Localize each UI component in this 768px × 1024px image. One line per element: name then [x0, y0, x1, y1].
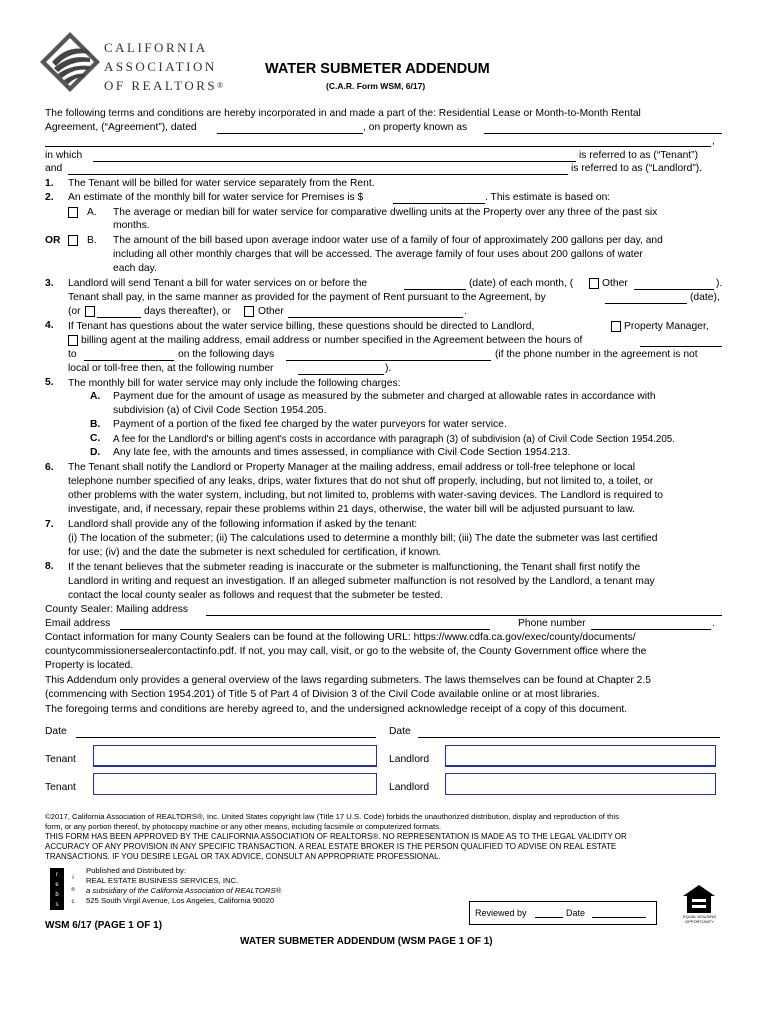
landlord-date-field[interactable]: [418, 737, 720, 738]
property-manager-checkbox[interactable]: [611, 321, 621, 332]
p3-line3d: .: [464, 306, 467, 317]
p5-c-line1: A fee for the Landlord's or billing agent's costs in accordance with paragraph (3) of subdivision (a) of Civil Code Section 1954.205.: [113, 434, 675, 445]
landlord-label-1: Landlord: [389, 754, 430, 765]
p3-number: 3.: [45, 278, 54, 289]
p8-line1: If the tenant believes that the submeter reading is inaccurate or the submeter is malfunctioning, the Tenant shall first notify the: [68, 562, 641, 573]
p8-line3: contact the local county sealer as follows and request that the submeter be tested.: [68, 590, 443, 601]
p3-line1a: Landlord will send Tenant a bill for water services on or before the: [68, 278, 368, 289]
tenant-signature-2[interactable]: [93, 773, 377, 795]
legal-line4: ACCURACY OF ANY PROVISION IN ANY SPECIFIC TRANSACTION. A REAL ESTATE BROKER IS THE PERSON QUALIFIED TO ADVISE ON REAL ESTATE: [45, 842, 617, 851]
intro-line1: The following terms and conditions are hereby incorporated in and made a part of the: Residential Lease or Month-to-Month Rental: [45, 108, 641, 119]
p5-intro: The monthly bill for water service may only include the following charges:: [68, 378, 401, 389]
legal-line3: THIS FORM HAS BEEN APPROVED BY THE CALIFORNIA ASSOCIATION OF REALTORS®. NO REPRESENTATION IS MADE AS TO THE LEGAL VALIDITY OR: [45, 832, 627, 841]
p3-line2b: (date),: [690, 292, 720, 303]
p1-number: 1.: [45, 178, 54, 189]
publisher-line2: REAL ESTATE BUSINESS SERVICES, INC.: [86, 876, 239, 885]
legal-line5: TRANSACTIONS. IF YOU DESIRE LEGAL OR TAX ADVICE, CONSULT AN APPROPRIATE PROFESSIONAL.: [45, 852, 441, 861]
p4-line3a: to: [68, 349, 77, 360]
p5-a-line1: Payment due for the amount of usage as measured by the submeter and charged at allowable rates in accordance with: [113, 391, 656, 402]
p2-b-line2: including all other monthly charges that will be accessed. The average family of four uses about 200 gallons of water: [113, 249, 643, 260]
intro-in-which: in which: [45, 150, 83, 161]
days-field[interactable]: [286, 360, 491, 361]
form-subtitle: (C.A.R. Form WSM, 6/17): [326, 81, 426, 91]
p7-number: 7.: [45, 519, 54, 530]
footer-form-id: WSM 6/17 (PAGE 1 OF 1): [45, 920, 163, 931]
p8-line2: Landlord in writing and request an investigation. If an alleged submeter malfunction is not resolved by the Landlord, a tenant may: [68, 576, 655, 587]
p4-line1a: If Tenant has questions about the water service billing, these questions should be directed to Landlord,: [68, 321, 535, 332]
p5-a-label: A.: [90, 391, 101, 402]
rebs-letter: s: [55, 902, 59, 908]
legal-line1: ©2017, California Association of REALTORS®, Inc. United States copyright law (Title 17 U.S. Code) forbids the unauthorized distribution, display and reproduction of this: [45, 812, 619, 821]
landlord-label-2: Landlord: [389, 782, 430, 793]
p7-line1: Landlord shall provide any of the following information if asked by the tenant:: [68, 519, 418, 530]
equal-housing-line2: OPPORTUNITY: [685, 919, 714, 924]
foregoing-line: The foregoing terms and conditions are hereby agreed to, and the undersigned acknowledge receipt of a copy of this document.: [45, 704, 628, 715]
p2-b-line3: each day.: [113, 263, 157, 274]
review-date-label: Date: [566, 908, 586, 918]
county-phone-field[interactable]: [591, 629, 711, 630]
p5-d-label: D.: [90, 447, 101, 458]
dated-field[interactable]: [217, 133, 363, 134]
p2-number: 2.: [45, 192, 54, 203]
p2-or: OR: [45, 235, 61, 246]
p2-a-line2: months.: [113, 220, 150, 231]
p4-line4a: local or toll-free then, at the following number: [68, 363, 274, 374]
p3-line3b: days thereafter), or: [144, 306, 231, 317]
publisher-line1: Published and Distributed by:: [86, 866, 186, 875]
intro-tenant-ref: is referred to as (“Tenant”): [579, 150, 699, 161]
equal-housing-icon: [682, 884, 716, 914]
org-name-line1: CALIFORNIA: [104, 40, 208, 55]
reviewed-by-field[interactable]: [535, 917, 563, 918]
intro-landlord-ref: is referred to as (“Landlord”).: [571, 163, 703, 174]
rebs-letter: c: [71, 899, 75, 905]
phone-label: Phone number: [518, 618, 586, 629]
p6-line2: telephone number specified of any leaks, drips, water fixtures that do not shut off properly, including, but not limited to, a toilet, or: [68, 476, 654, 487]
p3-line3a: (or: [68, 306, 81, 317]
p3-days-checkbox[interactable]: [85, 306, 95, 317]
intro-property-label: , on property known as: [363, 122, 468, 133]
p7-line3: for use; (iv) and the date the submeter is next scheduled for certification, if known.: [68, 547, 442, 558]
p5-b-line1: Payment of a portion of the fixed fee charged by the water purveyors for water service.: [113, 419, 507, 430]
p4-number: 4.: [45, 320, 54, 331]
rebs-letter: e: [55, 882, 59, 888]
pay-by-date-field[interactable]: [605, 303, 687, 304]
legal-line2: form, or any portion thereof, by photocopy machine or any other means, including facsimile or computerized formats.: [45, 822, 442, 831]
p3-other-field-1[interactable]: [634, 289, 714, 290]
rebs-letter: n: [71, 887, 75, 893]
county-email-field[interactable]: [120, 629, 490, 630]
rebs-letter: b: [55, 892, 59, 898]
p3-line1c: Other: [602, 278, 628, 289]
p3-line1d: ).: [716, 278, 723, 289]
p6-line3: other problems with the water system, including, but not limited to, problems with water-saving devices. The Landlord is required to: [68, 490, 664, 501]
p2-a-line1: The average or median bill for water service for comparative dwelling units at the Property over any three of the past six: [113, 207, 658, 218]
p3-other-checkbox-2[interactable]: [244, 306, 254, 317]
general-line1: This Addendum only provides a general overview of the laws regarding submeters. The laws themselves can be found at Chapter 2.5: [45, 675, 651, 686]
general-line2: (commencing with Section 1954.201) of Title 5 of Part 4 of Division 3 of the Civil Code available online or at most libraries.: [45, 689, 600, 700]
p2-text-b: . This estimate is based on:: [485, 192, 611, 203]
toll-free-number-field[interactable]: [298, 374, 384, 375]
rebs-letter: i: [72, 875, 74, 881]
review-date-field[interactable]: [592, 917, 646, 918]
p4-line2: billing agent at the mailing address, email address or number specified in the Agreement between the hours of: [81, 335, 583, 346]
property-field[interactable]: [484, 133, 722, 134]
p4-line4b: ).: [385, 363, 392, 374]
equal-housing-line1: EQUAL HOUSING: [683, 914, 717, 919]
reviewed-by-label: Reviewed by: [475, 908, 527, 918]
contact-line2: countycommissionersealercontactinfo.pdf. If not, you may call, visit, or go to the website of, the County Government office where the: [45, 646, 647, 657]
intro-and: and: [45, 163, 63, 174]
rebs-logo: [50, 868, 84, 910]
days-thereafter-field[interactable]: [97, 317, 141, 318]
tenant-date-label: Date: [45, 726, 67, 737]
landlord-name-field[interactable]: [68, 174, 568, 175]
bill-date-field[interactable]: [404, 289, 466, 290]
landlord-date-label: Date: [389, 726, 411, 737]
intro-dated-label: Agreement, (“Agreement”), dated: [45, 122, 197, 133]
p4-line3c: (if the phone number in the agreement is not: [495, 349, 698, 360]
phone-period: .: [712, 618, 715, 629]
publisher-line3: a subsidiary of the California Association of REALTORS®: [86, 886, 282, 895]
p2-text: An estimate of the monthly bill for water service for Premises is $: [68, 192, 364, 203]
p6-line4: investigate, and, if necessary, repair these problems within 21 days, otherwise, the water bill will be adjusted pursuant to law.: [68, 504, 636, 515]
email-label: Email address: [45, 618, 111, 629]
tenant-date-field[interactable]: [76, 737, 376, 738]
p8-number: 8.: [45, 561, 54, 572]
estimate-amount-field[interactable]: [393, 203, 485, 204]
p2-b-line1: The amount of the bill based upon average indoor water use of a family of four of approximately 200 gallons per day, and: [113, 235, 663, 246]
option-a-checkbox[interactable]: [68, 207, 78, 218]
p7-line2: (i) The location of the submeter; (ii) The calculations used to determine a monthly bill; (iii) The date the submeter was last certified: [68, 533, 658, 544]
intro-comma: ,: [712, 136, 715, 147]
p2-b-label: B.: [87, 235, 97, 246]
p2-a-label: A.: [87, 207, 97, 218]
tenant-label-2: Tenant: [45, 782, 76, 793]
property-field-line2[interactable]: [45, 146, 711, 147]
tenant-label-1: Tenant: [45, 754, 76, 765]
county-sealer-label: County Sealer: Mailing address: [45, 604, 189, 615]
tenant-signature-1[interactable]: [93, 745, 377, 767]
org-name-line3: OF REALTORS®: [104, 78, 226, 93]
landlord-signature-2[interactable]: [445, 773, 716, 795]
car-logo-icon: [40, 32, 100, 104]
rebs-letter: r: [56, 872, 58, 878]
p3-other-field-2[interactable]: [288, 317, 463, 318]
form-title: WATER SUBMETER ADDENDUM: [265, 61, 490, 77]
p5-c-label: C.: [90, 433, 101, 444]
p4-line3b: on the following days: [178, 349, 275, 360]
contact-line3: Property is located.: [45, 660, 134, 671]
option-b-checkbox[interactable]: [68, 235, 78, 246]
p3-line3c: Other: [258, 306, 284, 317]
p4-line1b: Property Manager,: [624, 321, 709, 332]
billing-agent-checkbox[interactable]: [68, 335, 78, 346]
publisher-line4: 525 South Virgil Avenue, Los Angeles, California 90020: [86, 896, 275, 905]
landlord-signature-1[interactable]: [445, 745, 716, 767]
contact-line1: Contact information for many County Sealers can be found at the following URL: https://www.cdfa.ca.gov/exec/county/documents/: [45, 632, 636, 643]
hours-to-field[interactable]: [84, 360, 174, 361]
p6-line1: The Tenant shall notify the Landlord or Property Manager at the mailing address, email address or toll-free telephone or local: [68, 462, 636, 473]
org-name-line2: ASSOCIATION: [104, 59, 217, 74]
hours-from-field[interactable]: [640, 346, 722, 347]
p5-a-line2: subdivision (a) of Civil Code Section 1954.205.: [113, 405, 327, 416]
p5-b-label: B.: [90, 419, 101, 430]
p6-number: 6.: [45, 462, 54, 473]
county-sealer-address-field[interactable]: [206, 615, 722, 616]
p5-d-line1: Any late fee, with the amounts and times assessed, in compliance with Civil Code Section 1954.213.: [113, 447, 571, 458]
p3-line2a: Tenant shall pay, in the same manner as provided for the payment of Rent pursuant to the Agreement, by: [68, 292, 546, 303]
p5-number: 5.: [45, 377, 54, 388]
footer-title: WATER SUBMETER ADDENDUM (WSM PAGE 1 OF 1): [240, 936, 493, 947]
p1-text: The Tenant will be billed for water service separately from the Rent.: [68, 178, 375, 189]
tenant-name-field[interactable]: [93, 161, 576, 162]
p3-line1b: (date) of each month, (: [469, 278, 574, 289]
p3-other-checkbox[interactable]: [589, 278, 599, 289]
